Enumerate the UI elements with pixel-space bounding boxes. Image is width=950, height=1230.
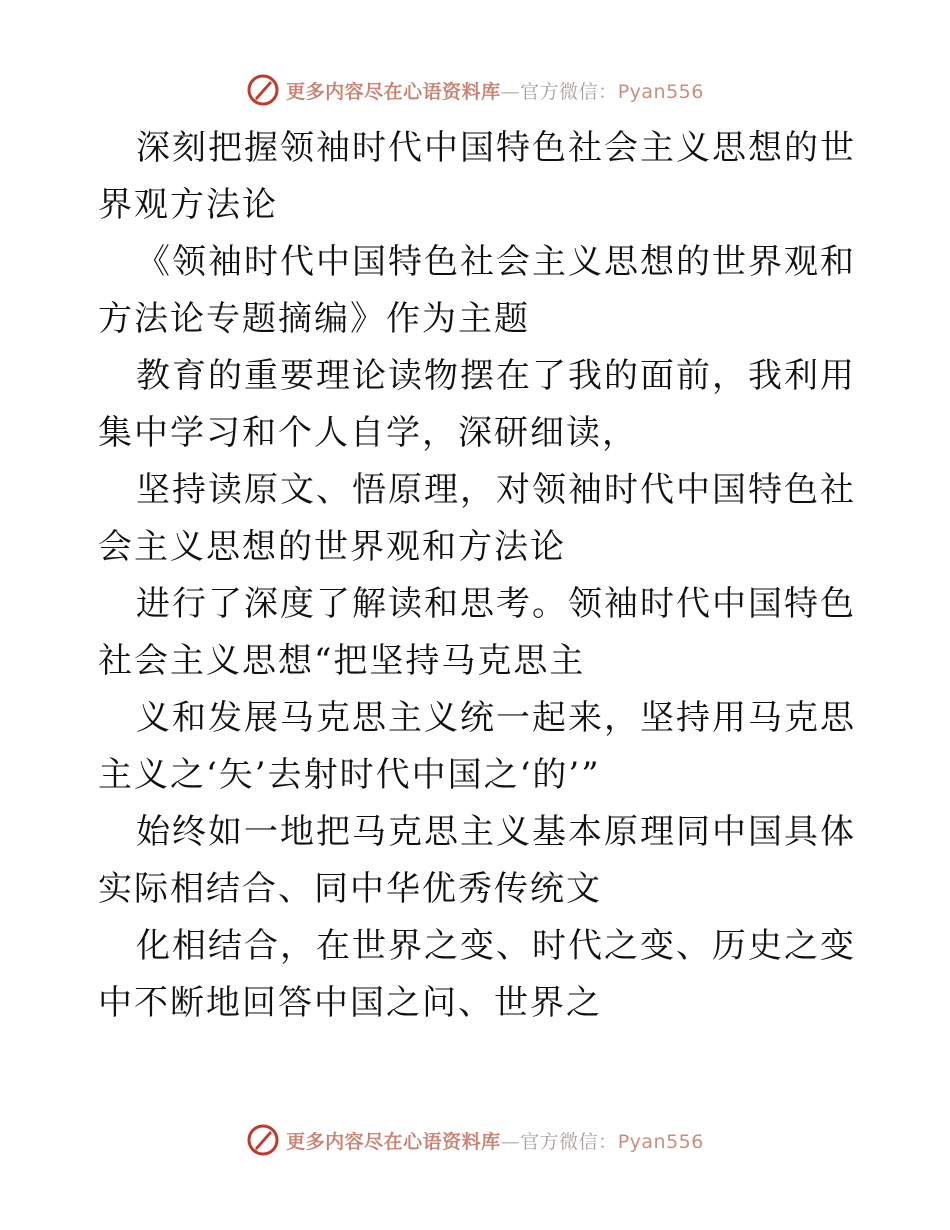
watermark-separator: — (500, 80, 521, 103)
feather-pen-seal-icon (246, 73, 280, 107)
footer-watermark (0, 1120, 950, 1160)
paragraph: 义和发展马克思主义统一起来，坚持用马克思主义之‘矢’去射时代中国之‘的’” (98, 698, 856, 795)
watermark-label: 官方微信： (520, 1130, 618, 1153)
watermark-brand: 更多内容尽在心语资料库 (286, 1130, 501, 1153)
document-body (98, 120, 858, 1032)
paragraph: 始终如一地把马克思主义基本原理同中国具体实际相结合、同中华优秀传统文 (98, 812, 856, 909)
paragraph: 教育的重要理论读物摆在了我的面前，我利用集中学习和个人自学，深研细读， (98, 356, 856, 453)
paragraph: 坚持读原文、悟原理，对领袖时代中国特色社会主义思想的世界观和方法论 (98, 470, 856, 567)
watermark-separator: — (500, 1130, 521, 1153)
watermark-text (286, 77, 704, 104)
paragraph: 进行了深度了解读和思考。领袖时代中国特色社会主义思想“把坚持马克思主 (98, 584, 856, 681)
watermark-wechat-id: Pyan556 (617, 80, 704, 103)
watermark-text (286, 1127, 704, 1154)
paragraph: 深刻把握领袖时代中国特色社会主义思想的世界观方法论 (98, 128, 856, 225)
watermark-brand: 更多内容尽在心语资料库 (286, 80, 501, 103)
header-watermark (0, 70, 950, 110)
feather-pen-seal-icon (246, 1123, 280, 1157)
paragraph: 化相结合，在世界之变、时代之变、历史之变中不断地回答中国之问、世界之 (98, 926, 856, 1023)
paragraph: 《领袖时代中国特色社会主义思想的世界观和方法论专题摘编》作为主题 (98, 242, 856, 339)
watermark-wechat-id: Pyan556 (617, 1130, 704, 1153)
watermark-label: 官方微信： (520, 80, 618, 103)
